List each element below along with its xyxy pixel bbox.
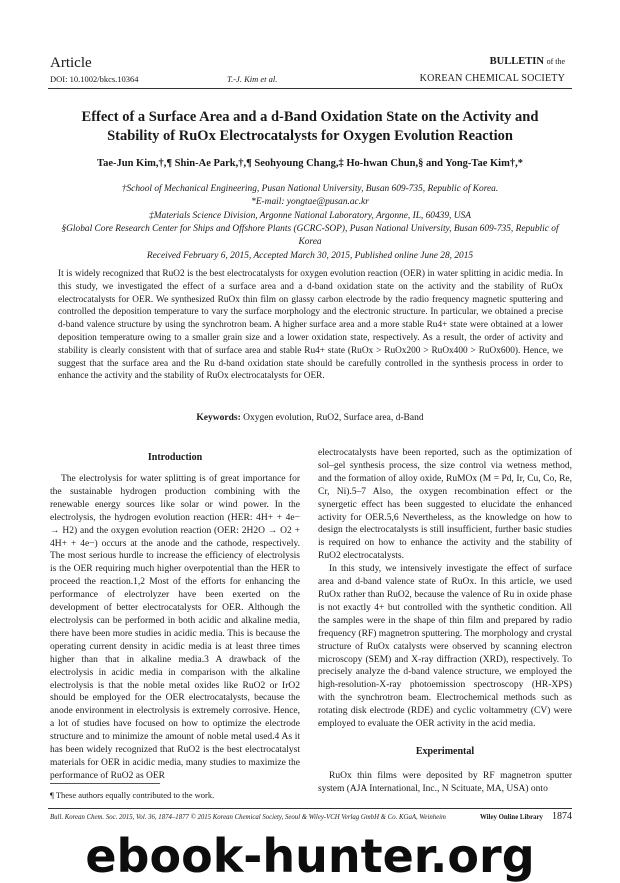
- intro-paragraph-3: In this study, we intensively investigate the effect of surface area and d-band valence state of RuOx. In this article, we used RuOx rather than RuO2, because the valence of Ru in oxide phase is not exactly 4+ but controlled with the synthetic condition. All the samples were in the shape of thin film and prepared by radio frequency (RF) magnetron sputtering. The morphology and crystal structure of RuOx catalysts were observed by scanning electron microscopy (SEM) and X-ray diffraction (XRD), respectively. To precisely analyze the d-band valence structure, we employed the high-resolution-X-ray photoemission spectroscopy (HR-XPS) with the synchrotron beam. Electrochemical methods such as rotating disk electrode (RDE) and cyclic voltammetry (CV) were employed to evaluate the OER activity in the acid media.: [318, 564, 572, 730]
- doi: DOI: 10.1002/bkcs.10364: [50, 74, 139, 84]
- corresponding-email: *E-mail: yongtae@pusan.ac.kr: [251, 197, 369, 207]
- footer-rule: [48, 808, 572, 809]
- footnote: ¶ These authors equally contributed to the work.: [50, 790, 215, 800]
- keywords-text: Oxygen evolution, RuO2, Surface area, d-Band: [243, 413, 424, 423]
- introduction-column-1: [50, 473, 300, 783]
- abstract: It is widely recognized that RuO2 is the best electrocatalysts for oxygen evolution reaction (OER) in water splitting in acidic media. In this study, we investigated the effect of a surface area and a d-band oxidation state on the activity and the stability of RuOx electrocatalysts for OER. We synthesized RuOx thin film on glassy carbon electrode by the radio frequency magnetic sputtering and controlled the deposition temperature to vary the surface morphology and the electronic structure. In particular, we obtained a precise d-band valence structure by using the synchrotron beam. A higher surface area and a more stable Ru4+ state were obtained at a lower deposition temperature owing to a smaller grain size and a lower oxidation state, respectively. As a result, the order of activity and stability is clearly consistent with that of surface area and stable Ru4+ state (RuOx > RuOx200 > RuOx400 > RuOx600). Hence, we suggest that the surface area and the Ru d-band oxidation state should be carefully controlled in the synthesis process in order to enhance the activity and the stability of RuOx electrocatalysts for OER.: [58, 269, 563, 382]
- title-line-2: Stability of RuOx Electrocatalysts for Oxygen Evolution Reaction: [107, 128, 513, 144]
- affiliation-3: §Global Core Research Center for Ships and Offshore Plants (GCRC-SOP), Pusan National University, Busan 609-735, Republic of Korea: [61, 224, 559, 247]
- journal-name-small: of the: [546, 57, 565, 66]
- journal-name-line2: KOREAN CHEMICAL SOCIETY: [419, 73, 565, 84]
- paper-title: [70, 108, 550, 146]
- experimental-heading: Experimental: [415, 746, 475, 757]
- journal-name-line1: [490, 56, 565, 67]
- running-authors: T.-J. Kim et al.: [227, 74, 278, 84]
- header-rule: [48, 88, 572, 89]
- intro-paragraph-1: The electrolysis for water splitting is of great importance for the sustainable hydrogen production combining with the renewable energy sources like solar or wind power. In the electrolysis, the hydrogen evolution reaction (HER: 4H+ + 4e− → H2) and the oxygen evolution reaction (OER: 2H2O → O2 + 4H+ + 4e−) occurs at the anode and the cathode, respectively. The most serious hurdle to increase the efficiency of electrolysis is the OER requiring much higher overpotential than the HER to proceed the reaction.1,2 Most of the efforts for enhancing the performance of electrolyzer have been exerted on the development of better electrocatalysts for OER. Although the electrolysis can be performed in both acidic and alkaline media, there have been more studies in acidic media. This is because the operating current density in acidic media is at least three times higher than that in alkaline media.3 A drawback of the electrolysis in acidic media in comparison with the alkaline electrolysis is that the noble metal oxides like RuO2 or IrO2 should be employed for the OER electrocatalysts, because the anode environment in electrolysis is extremely corrosive. Hence, a lot of studies have focused on how to optimize the electrode structure and to minimize the amount of noble metal used.4 As it has been widely recognized that RuO2 is the best electrocatalyst materials for OER in acidic media, many studies to maximize the performance of RuO2 as OER: [50, 474, 300, 781]
- journal-name-bold: BULLETIN: [489, 56, 544, 67]
- affiliation-2: ‡Materials Science Division, Argonne National Laboratory, Argonne, IL, 60439, USA: [149, 211, 471, 221]
- received-dates: Received February 6, 2015, Accepted March 30, 2015, Published online June 28, 2015: [146, 251, 474, 261]
- affiliation-1: †School of Mechanical Engineering, Pusan National University, Busan 609-735, Republic of Korea.: [121, 184, 499, 194]
- author-list: Tae-Jun Kim,†,¶ Shin-Ae Park,†,¶ Seohyoung Chang,‡ Ho-hwan Chun,§ and Yong-Tae Kim†,*: [97, 158, 523, 169]
- footer-citation: [50, 814, 570, 821]
- experimental-text: [318, 770, 572, 796]
- intro-paragraph-2: electrocatalysts have been reported, such as the optimization of sol–gel synthesis process, the size control via wetness method, and the formation of alloy oxide, RuMOx (M = Pd, Ir, Cu, Co, Re, Cr, Ni).5–7 Also, the oxygen recombination effect or the synergetic effect has been suggested to elucidate the enhanced activity for OER.5,6 Nevertheless, as the knowledge on how to design the electrocatalysts is still insufficient, further basic studies is required on how to enhance the activity and the stability of RuO2 electrocatalysts.: [318, 448, 572, 562]
- keywords-label: Keywords:: [196, 413, 241, 423]
- citation-text: Bull. Korean Chem. Soc. 2015, Vol. 36, 1874–1877 © 2015 Korean Chemical Society, Seoul & Wiley-VCH Verlag GmbH & Co. KGaA, Weinheim: [50, 814, 446, 821]
- title-line-1: Effect of a Surface Area and a d-Band Oxidation State on the Activity and: [81, 109, 539, 125]
- introduction-column-2: [318, 447, 572, 731]
- watermark-text: ebook-hunter.org: [85, 829, 535, 883]
- keywords: [50, 413, 570, 423]
- introduction-heading: Introduction: [147, 452, 203, 463]
- publisher-link[interactable]: Wiley Online Library: [480, 814, 543, 821]
- experimental-paragraph: RuOx thin films were deposited by RF magnetron sputter system (AJA International, Inc., N Scituate, MA, USA) onto: [318, 771, 572, 794]
- page-number: 1874: [552, 811, 572, 822]
- footnote-rule: [50, 783, 160, 784]
- article-label: Article: [50, 55, 92, 71]
